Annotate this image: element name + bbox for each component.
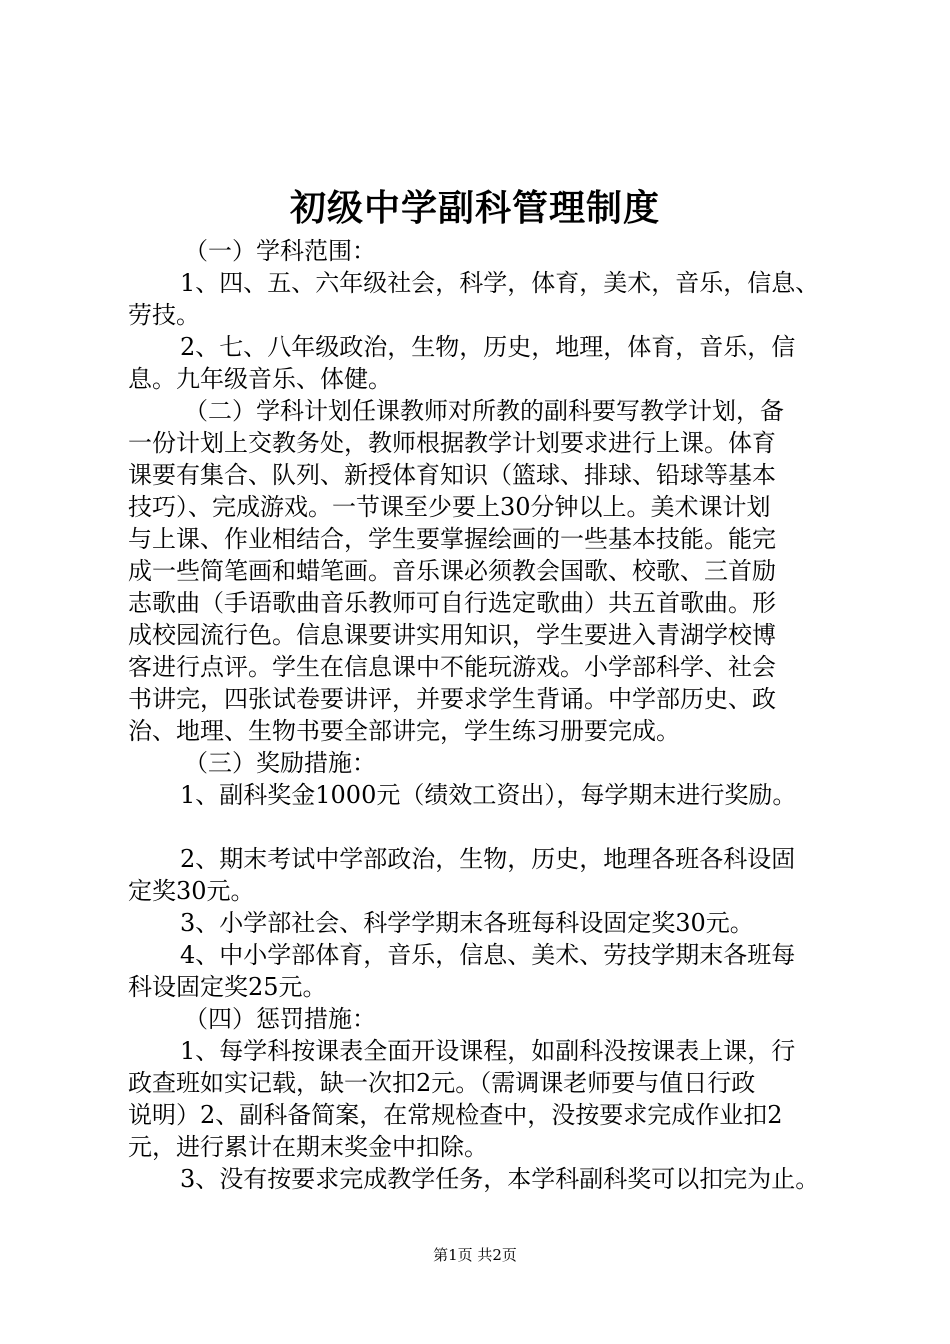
paragraph-line: 元，进行累计在期末奖金中扣除。 <box>128 1133 488 1161</box>
paragraph-line: 书讲完，四张试卷要讲评，并要求学生背诵。中学部历史、政 <box>128 685 776 713</box>
paragraph-line: 成校园流行色。信息课要讲实用知识，学生要进入青湖学校博 <box>128 621 776 649</box>
paragraph-line: 科设固定奖25元。 <box>128 973 327 1001</box>
paragraph-line: 客进行点评。学生在信息课中不能玩游戏。小学部科学、社会 <box>128 653 776 681</box>
paragraph-line: 1、每学科按课表全面开设课程，如副科没按课表上课，行 <box>180 1037 796 1065</box>
paragraph-line: 一份计划上交教务处，教师根据教学计划要求进行上课。体育 <box>128 429 776 457</box>
paragraph-line: 2、七、八年级政治，生物，历史，地理，体育，音乐，信 <box>180 333 796 361</box>
paragraph-line: 与上课、作业相结合，学生要掌握绘画的一些基本技能。能完 <box>128 525 776 553</box>
section-heading-3: （三）奖励措施： <box>184 749 376 777</box>
paragraph-line: 3、没有按要求完成教学任务，本学科副科奖可以扣完为止。 <box>180 1165 820 1193</box>
paragraph-line: 治、地理、生物书要全部讲完，学生练习册要完成。 <box>128 717 680 745</box>
document-title: 初级中学副科管理制度 <box>289 187 660 229</box>
paragraph-line: 技巧）、完成游戏。一节课至少要上30分钟以上。美术课计划 <box>128 493 771 521</box>
paragraph-line: 劳技。 <box>128 301 200 329</box>
section-heading-2: （二）学科计划任课教师对所教的副科要写教学计划，备 <box>184 397 784 425</box>
paragraph-line: 息。九年级音乐、体健。 <box>128 365 392 393</box>
page-footer: 第1页 共2页 <box>433 1246 517 1264</box>
paragraph-line: 课要有集合、队列、新授体育知识（篮球、排球、铅球等基本 <box>128 461 776 489</box>
paragraph-line: 成一些简笔画和蜡笔画。音乐课必须教会国歌、校歌、三首励 <box>128 557 776 585</box>
paragraph-line: 2、期末考试中学部政治，生物，历史，地理各班各科设固 <box>180 845 796 873</box>
paragraph-line: 政查班如实记载，缺一次扣2元。（需调课老师要与值日行政 <box>128 1069 756 1097</box>
paragraph-line: 志歌曲（手语歌曲音乐教师可自行选定歌曲）共五首歌曲。形 <box>128 589 776 617</box>
paragraph-line: 3、小学部社会、科学学期末各班每科设固定奖30元。 <box>180 909 754 937</box>
section-heading-4: （四）惩罚措施： <box>184 1005 376 1033</box>
section-heading-1: （一）学科范围： <box>184 237 376 265</box>
paragraph-line: 说明）2、副科备简案，在常规检查中，没按要求完成作业扣2 <box>128 1101 783 1129</box>
paragraph-line: 定奖30元。 <box>128 877 255 905</box>
paragraph-line: 4、中小学部体育，音乐，信息、美术、劳技学期末各班每 <box>180 941 796 969</box>
paragraph-line: 1、四、五、六年级社会，科学，体育，美术，音乐，信息、 <box>180 269 820 297</box>
paragraph-line: 1、副科奖金1000元（绩效工资出），每学期末进行奖励。 <box>180 781 797 809</box>
